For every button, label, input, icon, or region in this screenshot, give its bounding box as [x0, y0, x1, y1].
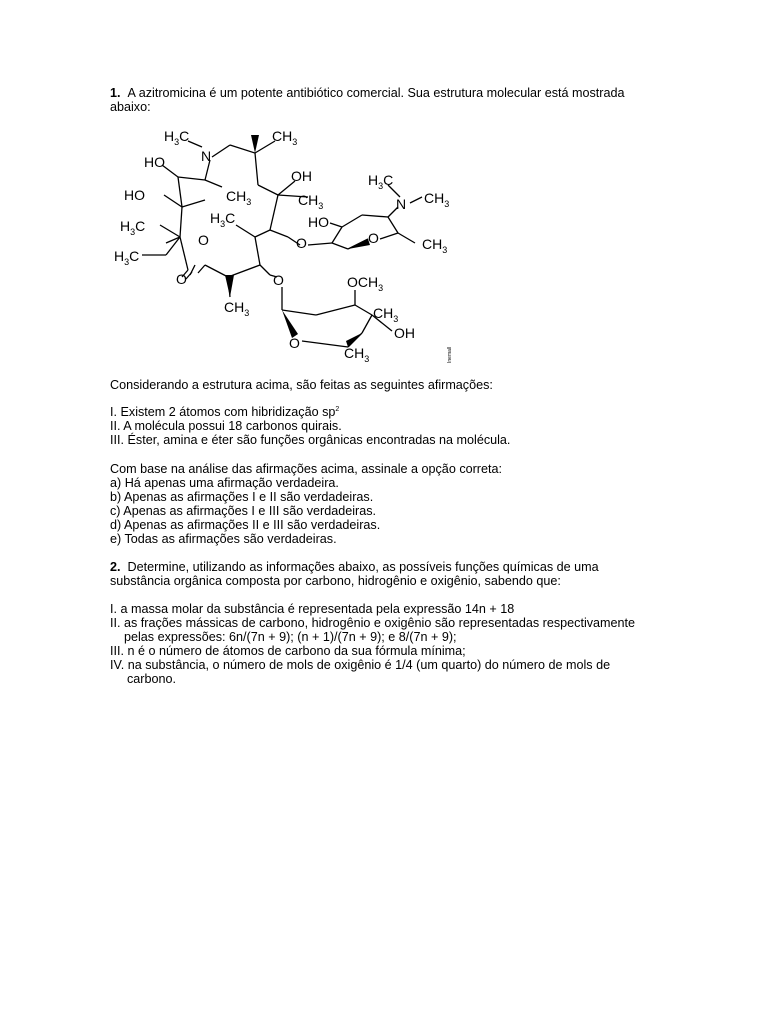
- label-o-lactone: O: [198, 232, 209, 248]
- label-ch3-c: $CH_3$: [224, 299, 250, 318]
- option-e: e) Todas as afirmações são verdadeiras.: [110, 532, 337, 546]
- label-h3c-mid: $H_3C$: [210, 210, 236, 229]
- question-1-lead: [110, 378, 670, 392]
- label-oh-2: OH: [394, 325, 415, 341]
- label-ch3-a: $CH_3$: [226, 188, 252, 207]
- statement-1: I. Existem 2 átomos com hibridização $sp^2$: [110, 405, 340, 419]
- item-1: I. a massa molar da substância é representada pela expressão 14n + 18: [110, 602, 515, 616]
- label-ch3-b: $CH_3$: [298, 192, 324, 211]
- label-ho-1: HO: [144, 154, 165, 170]
- question-1-intro-line2: abaixo:: [110, 100, 151, 114]
- label-h3c-left: $H_3C$: [120, 218, 146, 237]
- statement-3: III. Éster, amina e éter são funções orgânicas encontradas na molécula.: [110, 433, 511, 447]
- label-o-ring1: O: [368, 230, 379, 246]
- label-ch3-n2: $CH_3$: [424, 190, 450, 209]
- item-4-line1: IV. na substância, o número de mols de oxigênio é 1/4 (um quarto) do número de mols de: [110, 658, 611, 672]
- option-c: c) Apenas as afirmações I e III são verdadeiras.: [110, 504, 376, 518]
- item-3: III. n é o número de átomos de carbono da sua fórmula mínima;: [110, 644, 466, 658]
- option-a: a) Há apenas uma afirmação verdadeira.: [110, 476, 339, 490]
- question-1-intro-line1: A azitromicina é um potente antibiótico comercial. Sua estrutura molecular está mostrada: [127, 86, 625, 100]
- question-2-items: [110, 602, 670, 686]
- label-och3: $OCH_3$: [347, 274, 384, 293]
- question-1-number: 1.: [110, 86, 121, 100]
- label-h3c-ethyl: $H_3C$: [114, 248, 140, 267]
- option-b: b) Apenas as afirmações I e II são verdadeiras.: [110, 490, 374, 504]
- label-h3c-top: $H_3C$: [164, 128, 190, 147]
- question-1-intro: [110, 86, 670, 114]
- option-d: d) Apenas as afirmações II e III são verdadeiras.: [110, 518, 381, 532]
- item-2-line2: pelas expressões: 6n/(7n + 9); (n + 1)/(7n + 9); e 8/(7n + 9);: [124, 630, 457, 644]
- label-n-top: N: [201, 148, 212, 164]
- item-4-line2: carbono.: [127, 672, 177, 686]
- structure-labels: [114, 128, 453, 364]
- question-2-intro-line2: substância orgânica composta por carbono, hidrogênio e oxigênio, sabendo que:: [110, 574, 561, 588]
- azithromycin-structure-diagram: [110, 125, 460, 370]
- question-1-options: [110, 462, 670, 546]
- label-ho-3: HO: [308, 214, 329, 230]
- item-2-line1: II. as frações mássicas de carbono, hidrogênio e oxigênio são representadas respectivamente: [110, 616, 636, 630]
- question-2-intro-line1: Determine, utilizando as informações abaixo, as possíveis funções químicas de uma: [127, 560, 599, 574]
- question-2-number: 2.: [110, 560, 121, 574]
- label-o-ring2: O: [289, 335, 300, 351]
- label-ch3-top: $CH_3$: [272, 128, 298, 147]
- label-ho-2: HO: [124, 187, 145, 203]
- label-ch3-ring1: $CH_3$: [422, 236, 448, 255]
- label-ch3-e: $CH_3$: [344, 345, 370, 364]
- label-ch3-d: $CH_3$: [373, 305, 399, 324]
- question-1-statements: [110, 405, 670, 447]
- label-o-link1: O: [296, 235, 307, 251]
- question-1-prompt: Com base na análise das afirmações acima, assinale a opção correta:: [110, 462, 503, 476]
- question-1-lead-text: Considerando a estrutura acima, são feitas as seguintes afirmações:: [110, 378, 493, 392]
- label-o-carbonyl: O: [176, 271, 187, 287]
- label-h3c-n2: $H_3C$: [368, 172, 394, 191]
- label-n-2: N: [396, 196, 407, 212]
- statement-2: II. A molécula possui 18 carbonos quirais.: [110, 419, 342, 433]
- question-2-intro: [110, 560, 670, 588]
- image-watermark: Inemall: [447, 346, 453, 363]
- label-o-link2: O: [273, 272, 284, 288]
- label-oh-1: OH: [291, 168, 312, 184]
